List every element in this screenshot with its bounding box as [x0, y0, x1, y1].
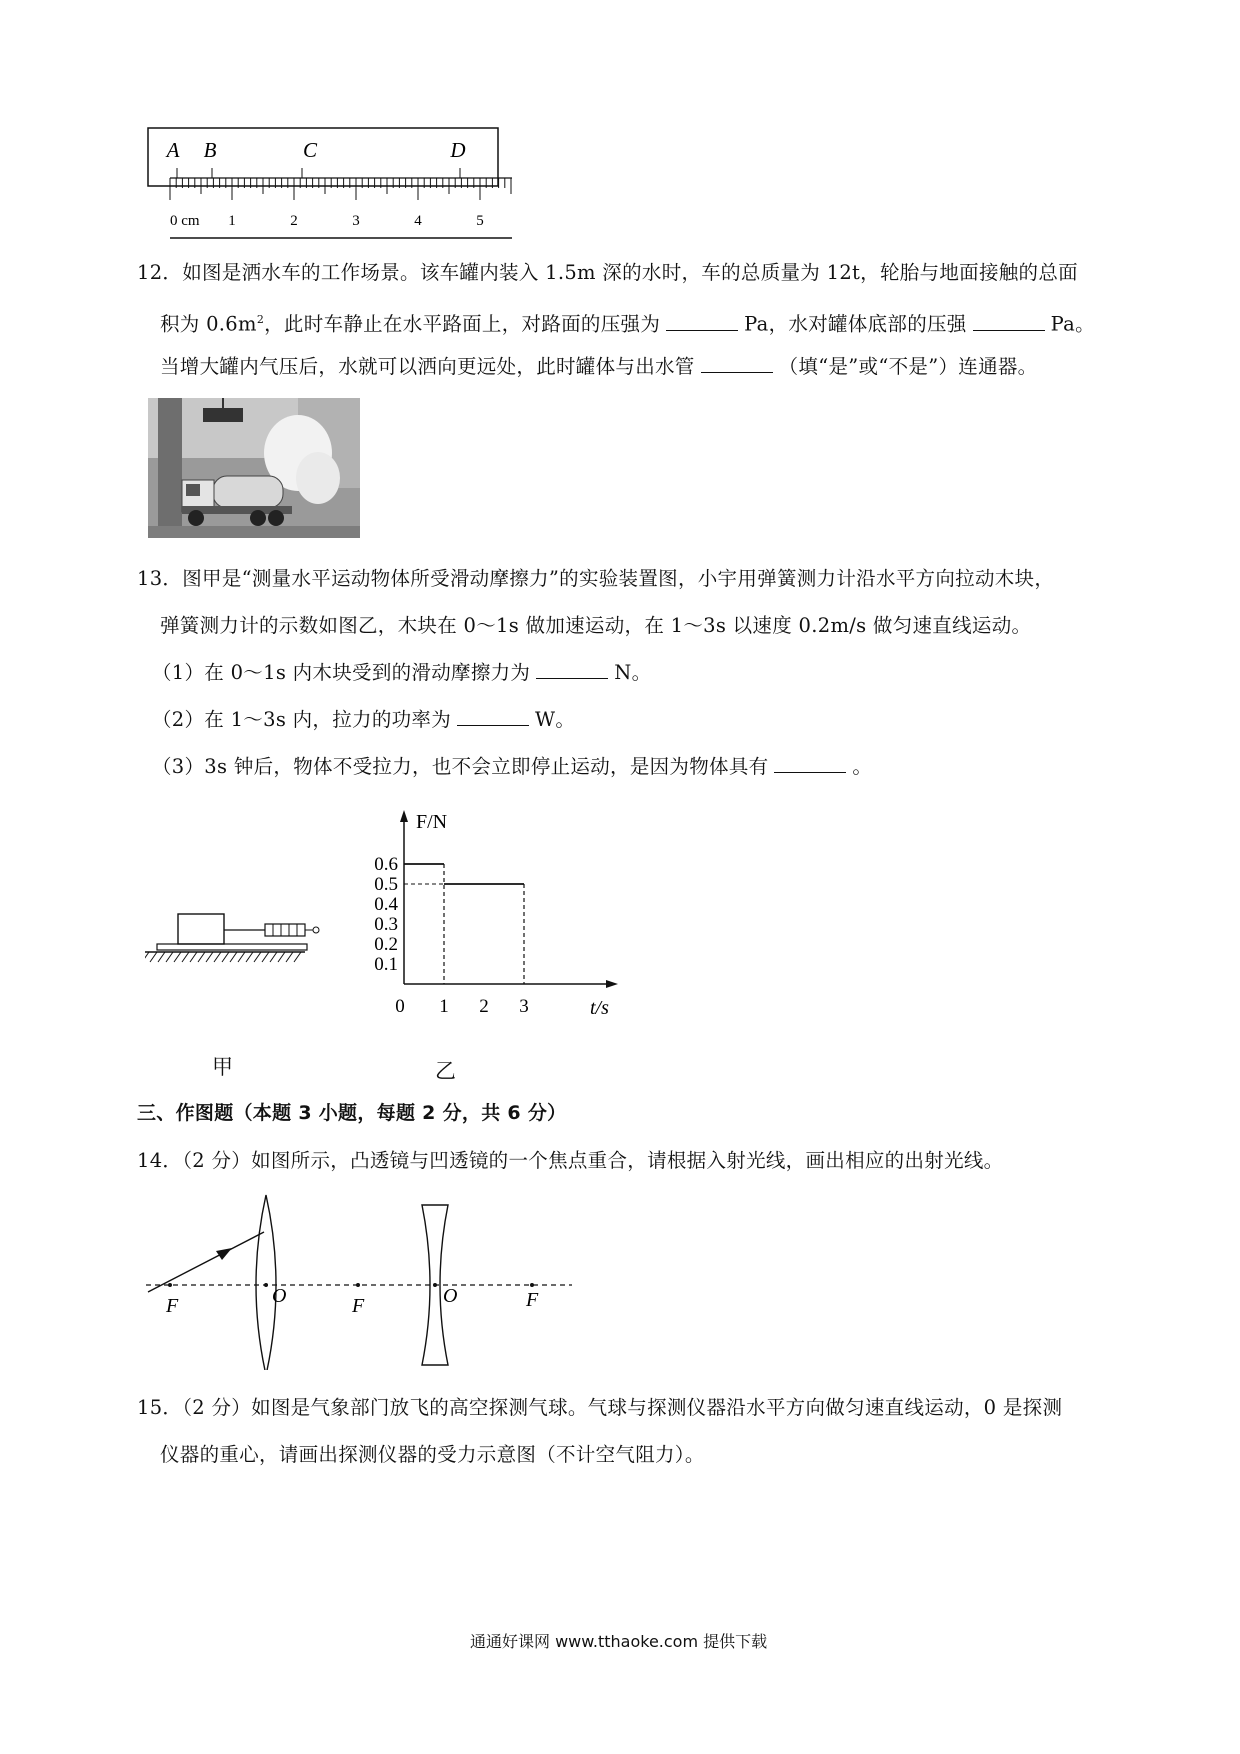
q13-line-1: 13．图甲是“测量水平运动物体所受滑动摩擦力”的实验装置图，小宇用弹簧测力计沿水平方向拉动木块，: [137, 567, 1055, 590]
q13-sub-2-text: （2）在 1～3s 内，拉力的功率为: [152, 708, 452, 731]
q12-line-3: [160, 354, 1038, 380]
chart-y-tick-4: 0.3: [374, 914, 398, 935]
q13-line-2: 弹簧测力计的示数如图乙，木块在 0～1s 做加速运动，在 1～3s 以速度 0.2m/s 做匀速直线运动。: [160, 614, 1032, 637]
chart-y-tick-6: 0.1: [374, 954, 398, 975]
q13-sub-1-text: （1）在 0～1s 内木块受到的滑动摩擦力为: [152, 661, 531, 684]
force-time-chart: [360, 808, 630, 1023]
q12-line-2-a: 积为 0.6m: [160, 312, 257, 336]
q13-sub-1: [152, 660, 651, 686]
chart-y-tick-2: 0.5: [374, 874, 398, 895]
q13-sub-3-text: （3）3s 钟后，物体不受拉力，也不会立即停止运动，是因为物体具有: [152, 755, 769, 778]
page-footer: 通通好课网 www.tthaoke.com 提供下载: [470, 1632, 768, 1651]
ruler-point-d: D: [450, 138, 466, 162]
q14-line-1: 14．（2 分）如图所示，凸透镜与凹透镜的一个焦点重合，请根据入射光线，画出相应的出射光线。: [137, 1149, 1004, 1172]
chart-x-tick-1: 1: [439, 996, 449, 1017]
focus-point-right: [530, 1283, 534, 1287]
q12-line-2-c: Pa，水对罐体底部的压强: [744, 312, 967, 336]
q12-blank-pressure-tank[interactable]: [973, 312, 1045, 331]
chart-y-tick-5: 0.2: [374, 934, 398, 955]
section-3-title: 三、作图题（本题 3 小题，每题 2 分，共 6 分）: [137, 1102, 567, 1124]
chart-y-label: F/N: [416, 811, 448, 833]
q15-line-2: 仪器的重心，请画出探测仪器的受力示意图（不计空气阻力）。: [160, 1443, 705, 1466]
optical-center-concave: [433, 1283, 437, 1287]
q12-line-1: 12．如图是洒水车的工作场景。该车罐内装入 1.5m 深的水时，车的总质量为 12t，轮胎与地面接触的总面: [137, 261, 1078, 284]
lens-label-f-middle: F: [352, 1295, 365, 1317]
q12-blank-pressure-road[interactable]: [666, 312, 738, 331]
ruler-tick-label-5: 5: [476, 213, 484, 229]
ruler-tick-label-2: 2: [290, 213, 298, 229]
q13-sub-3-end: 。: [852, 755, 873, 778]
lens-label-f-right: F: [526, 1289, 539, 1311]
q13-blank-friction[interactable]: [536, 660, 608, 679]
figure-label-jia: 甲: [212, 1055, 234, 1079]
q13-blank-inertia[interactable]: [774, 754, 846, 773]
ruler-unit-label: 0 cm: [170, 213, 200, 229]
ruler-figure: [140, 120, 520, 240]
chart-y-arrow: [400, 810, 408, 822]
q12-line-2-b: ，此时车静止在水平路面上，对路面的压强为: [264, 312, 661, 336]
chart-y-tick-3: 0.4: [374, 894, 398, 915]
q12-line-3-a: 当增大罐内气压后，水就可以洒向更远处，此时罐体与出水管: [160, 355, 695, 378]
q12-line-2: [160, 307, 1095, 338]
q13-blank-power[interactable]: [457, 707, 529, 726]
q12-blank-connector[interactable]: [701, 354, 773, 373]
q13-sub-1-unit: N。: [614, 661, 652, 684]
chart-y-tick-1: 0.6: [374, 854, 398, 875]
lens-diagram: [140, 1190, 580, 1370]
q13-sub-2: [152, 707, 575, 733]
ruler-point-b: B: [203, 138, 217, 162]
chart-x-tick-0: 0: [395, 996, 405, 1017]
chart-x-tick-2: 2: [479, 996, 489, 1017]
q12-line-2-d: Pa。: [1050, 312, 1095, 336]
sprinkler-truck-photo: [148, 398, 360, 538]
ruler-point-c: C: [302, 138, 318, 162]
incident-ray-arrow: [216, 1248, 232, 1260]
lens-label-f-left: F: [166, 1295, 179, 1317]
focus-point-middle: [356, 1283, 360, 1287]
q13-sub-2-unit: W。: [535, 708, 576, 731]
q12-area-superscript: 2: [256, 313, 265, 326]
convex-lens: [256, 1195, 276, 1370]
chart-x-label: t/s: [590, 997, 609, 1019]
ruler-tick-label-1: 1: [228, 213, 236, 229]
figure-label-yi: 乙: [435, 1059, 457, 1083]
ruler-tick-label-4: 4: [414, 213, 422, 229]
lens-label-o-concave: O: [443, 1285, 458, 1307]
ruler-point-a: A: [166, 138, 180, 162]
optical-center-convex: [264, 1283, 268, 1287]
friction-apparatus-figure: [145, 900, 325, 970]
incident-ray: [148, 1232, 264, 1292]
q15-line-1: 15．（2 分）如图是气象部门放飞的高空探测气球。气球与探测仪器沿水平方向做匀速直线运动，0 是探测: [137, 1396, 1063, 1419]
q12-line-3-b: （填“是”或“不是”）连通器。: [778, 355, 1038, 378]
ruler-tick-label-3: 3: [352, 213, 360, 229]
lens-label-o-convex: O: [272, 1285, 287, 1307]
q13-sub-3: [152, 754, 872, 780]
focus-point-left: [168, 1283, 172, 1287]
chart-x-tick-3: 3: [519, 996, 529, 1017]
chart-x-arrow: [606, 980, 618, 988]
